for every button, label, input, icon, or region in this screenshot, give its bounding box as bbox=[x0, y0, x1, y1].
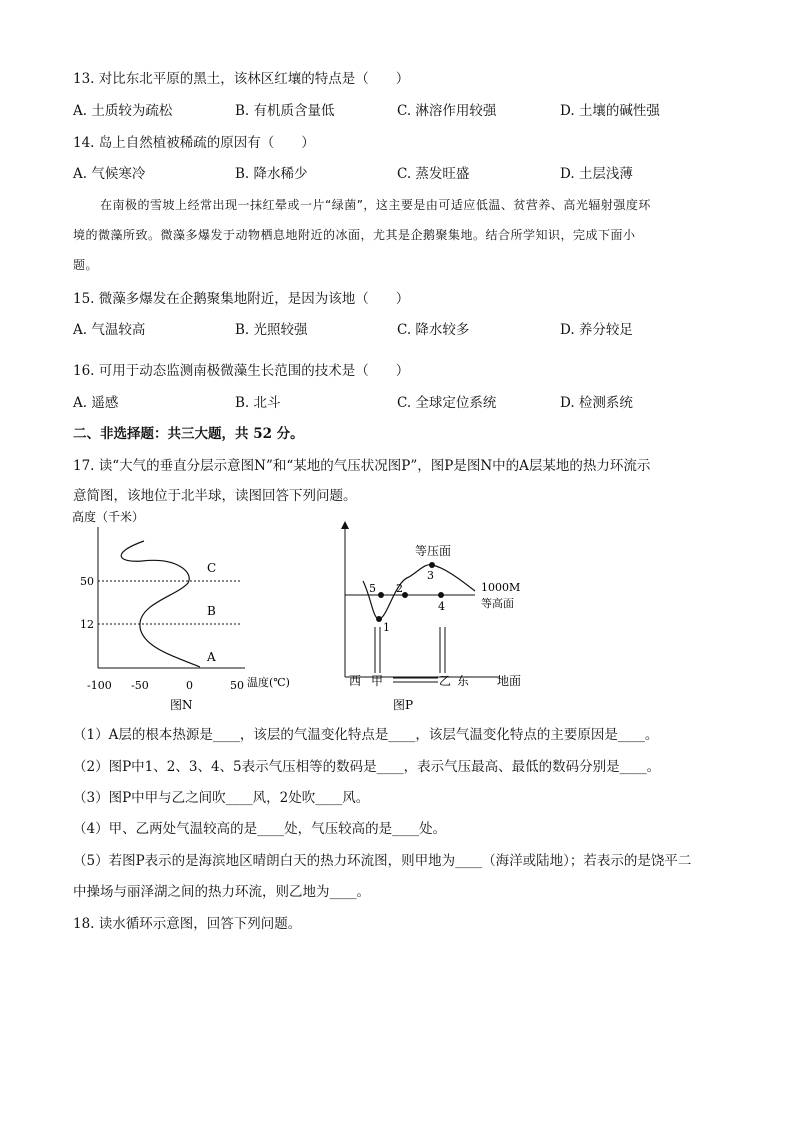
q18-stem: 18. 读水循环示意图，回答下列问题。 bbox=[73, 916, 302, 932]
q17-sub-5-line-2: 中操场与丽泽湖之间的热力环流，则乙地为____。 bbox=[73, 884, 370, 900]
fig-p-label-4: 4 bbox=[438, 600, 445, 613]
q15-option-d[interactable]: D. 养分较足 bbox=[560, 322, 633, 338]
q17-stem-line-1: 17. 读“大气的垂直分层示意图N”和“某地的气压状况图P”，图P是图N中的A层某地的热力环流示 bbox=[73, 458, 651, 474]
fig-n-xtick-neg50: -50 bbox=[131, 679, 149, 692]
passage-line-1: 在南极的雪坡上经常出现一抹红晕或一片“绿菌”，这主要是由可适应低温、贫营养、高光辐射强度环 bbox=[100, 198, 651, 212]
fig-p-isobar-label: 等压面 bbox=[415, 544, 452, 558]
q16-stem: 16. 可用于动态监测南极微藻生长范围的技术是（ ） bbox=[73, 363, 410, 379]
q17-sub-1: （1）A层的根本热源是____，该层的气温变化特点是____，该层气温变化特点的主要原因是____。 bbox=[73, 727, 659, 743]
section-heading: 二、非选择题：共三大题，共 52 分。 bbox=[73, 426, 304, 442]
q13-option-a[interactable]: A. 土质较为疏松 bbox=[73, 103, 173, 119]
fig-p-label-2: 2 bbox=[396, 582, 403, 595]
fig-n-ytick-50: 50 bbox=[80, 575, 94, 588]
fig-p-isobar-curve bbox=[363, 565, 475, 619]
fig-p-isoheight-label-1: 1000M bbox=[481, 581, 521, 594]
fig-p-isoheight-label-2: 等高面 bbox=[481, 597, 514, 610]
fig-p-point-5 bbox=[378, 592, 384, 598]
q17-sub-3: （3）图P中甲与乙之间吹____风，2处吹____风。 bbox=[73, 790, 370, 806]
q14-option-b[interactable]: B. 降水稀少 bbox=[235, 166, 308, 182]
q17-stem-line-2: 意简图，该地位于北半球，读图回答下列问题。 bbox=[73, 488, 357, 504]
fig-p-west: 西 bbox=[349, 674, 362, 688]
fig-p-yi: 乙 bbox=[439, 674, 452, 688]
fig-n-xlabel: 温度(℃) bbox=[247, 676, 290, 689]
q16-option-b[interactable]: B. 北斗 bbox=[235, 395, 281, 411]
q15-stem: 15. 微藻多爆发在企鹅聚集地附近，是因为该地（ ） bbox=[73, 291, 410, 307]
fig-n-layer-b: B bbox=[207, 604, 216, 618]
fig-n-layer-c: C bbox=[207, 561, 217, 575]
fig-p-label-1: 1 bbox=[383, 621, 390, 634]
q17-sub-4: （4）甲、乙两处气温较高的是____处，气压较高的是____处。 bbox=[73, 821, 447, 837]
fig-p-point-4 bbox=[438, 592, 444, 598]
fig-p-point-1 bbox=[376, 616, 382, 622]
fig-p-jia: 甲 bbox=[371, 674, 384, 688]
fig-n-xtick-50: 50 bbox=[230, 679, 244, 692]
fig-n-xtick-0: 0 bbox=[186, 679, 193, 692]
fig-p-caption: 图P bbox=[393, 698, 414, 712]
q15-option-b[interactable]: B. 光照较强 bbox=[235, 322, 308, 338]
fig-p-east: 东 bbox=[457, 674, 470, 688]
q16-option-a[interactable]: A. 遥感 bbox=[73, 395, 119, 411]
q15-option-a[interactable]: A. 气温较高 bbox=[73, 322, 146, 338]
q14-option-a[interactable]: A. 气候寒冷 bbox=[73, 166, 146, 182]
fig-n-caption: 图N bbox=[170, 698, 193, 712]
q16-option-c[interactable]: C. 全球定位系统 bbox=[397, 395, 497, 411]
fig-n-layer-a: A bbox=[207, 650, 216, 664]
fig-n-xtick-neg100: -100 bbox=[87, 679, 112, 692]
q14-option-d[interactable]: D. 土层浅薄 bbox=[560, 166, 633, 182]
q14-stem: 14. 岛上自然植被稀疏的原因有（ ） bbox=[73, 135, 315, 151]
q13-option-c[interactable]: C. 淋溶作用较强 bbox=[397, 103, 497, 119]
q13-stem: 13. 对比东北平原的黑土，该林区红壤的特点是（ ） bbox=[73, 71, 410, 87]
fig-p-ground-label: 地面 bbox=[497, 674, 522, 688]
fig-p-label-5: 5 bbox=[369, 582, 376, 595]
fig-p-point-3 bbox=[429, 562, 435, 568]
fig-n-temperature-curve bbox=[121, 541, 200, 667]
passage-line-2: 境的微藻所致。微藻多爆发于动物栖息地附近的冰面，尤其是企鹅聚集地。结合所学知识，完成下面小 bbox=[73, 228, 636, 242]
figure-n bbox=[60, 505, 310, 720]
q15-option-c[interactable]: C. 降水较多 bbox=[397, 322, 470, 338]
passage-line-3: 题。 bbox=[73, 258, 99, 272]
q13-option-b[interactable]: B. 有机质含量低 bbox=[235, 103, 335, 119]
fig-n-ytick-12: 12 bbox=[80, 618, 94, 631]
q17-sub-2: （2）图P中1、2、3、4、5表示气压相等的数码是____，表示气压最高、最低的数码分别是____。 bbox=[73, 759, 661, 775]
q16-option-d[interactable]: D. 检测系统 bbox=[560, 395, 633, 411]
q17-sub-5-line-1: （5）若图P表示的是海滨地区晴朗白天的热力环流图，则甲地为____（海洋或陆地）；若表示的是饶平二 bbox=[73, 853, 692, 869]
figure-p bbox=[335, 515, 535, 720]
fig-n-ylabel: 高度（千米） bbox=[72, 510, 145, 524]
q14-option-c[interactable]: C. 蒸发旺盛 bbox=[397, 166, 470, 182]
q13-option-d[interactable]: D. 土壤的碱性强 bbox=[560, 103, 660, 119]
fig-p-label-3: 3 bbox=[427, 569, 434, 582]
